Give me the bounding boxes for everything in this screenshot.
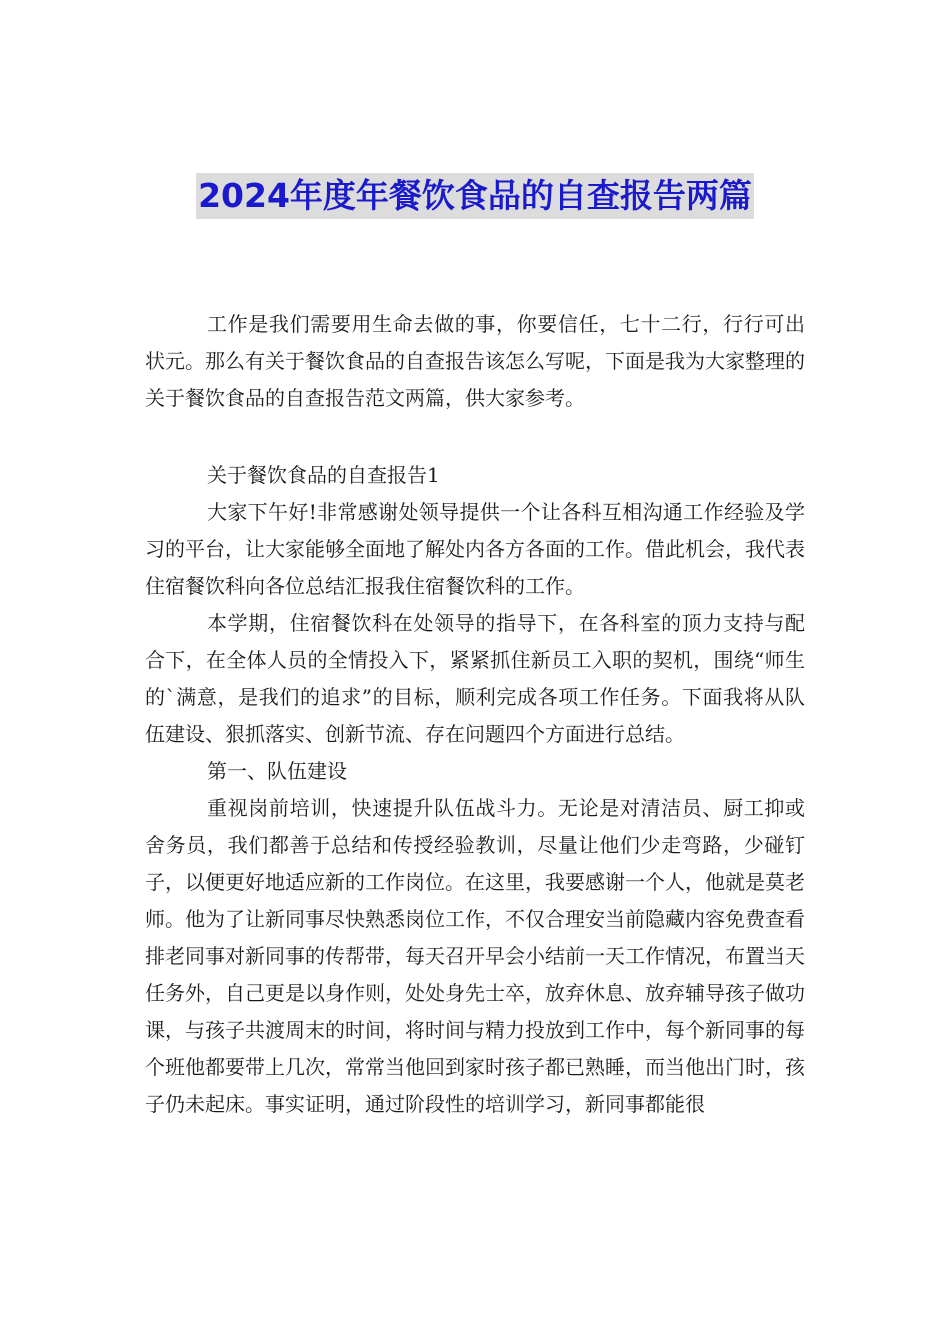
document-body — [145, 306, 805, 1123]
body-paragraph-2: 本学期，住宿餐饮科在处领导的指导下，在各科室的顶力支持与配合下，在全体人员的全情投入下，紧紧抓住新员工入职的契机，围绕“师生的`满意，是我们的追求”的目标，顺利完成各项工作任务。下面我将从队伍建设、狠抓落实、创新节流、存在问题四个方面进行总结。 — [145, 611, 805, 746]
section-title: 关于餐饮食品的自查报告1 — [207, 463, 440, 487]
document-title-text: 2024年度年餐饮食品的自查报告两篇 — [196, 173, 754, 219]
document-title — [0, 173, 950, 219]
subheading-team-building: 第一、队伍建设 — [207, 759, 347, 783]
intro-paragraph: 工作是我们需要用生命去做的事，你要信任，七十二行，行行可出状元。那么有关于餐饮食品的自查报告该怎么写呢，下面是我为大家整理的关于餐饮食品的自查报告范文两篇，供大家参考。 — [145, 312, 805, 410]
body-paragraph-3: 重视岗前培训，快速提升队伍战斗力。无论是对清洁员、厨工抑或舍务员，我们都善于总结和传授经验教训，尽量让他们少走弯路，少碰钉子，以便更好地适应新的工作岗位。在这里，我要感谢一个人，他就是莫老师。他为了让新同事尽快熟悉岗位工作，不仅合理安当前隐藏内容免费查看排老同事对新同事的传帮带，每天召开早会小结前一天工作情况，布置当天任务外，自己更是以身作则，处处身先士卒，放弃休息、放弃辅导孩子做功课，与孩子共渡周末的时间，将时间与精力投放到工作中，每个新同事的每个班他都要带上几次，常常当他回到家时孩子都已熟睡，而当他出门时，孩子仍未起床。事实证明，通过阶段性的培训学习，新同事都能很 — [145, 796, 805, 1116]
body-paragraph-1: 大家下午好!非常感谢处领导提供一个让各科互相沟通工作经验及学习的平台，让大家能够全面地了解处内各方各面的工作。借此机会，我代表住宿餐饮科向各位总结汇报我住宿餐饮科的工作。 — [145, 500, 805, 598]
